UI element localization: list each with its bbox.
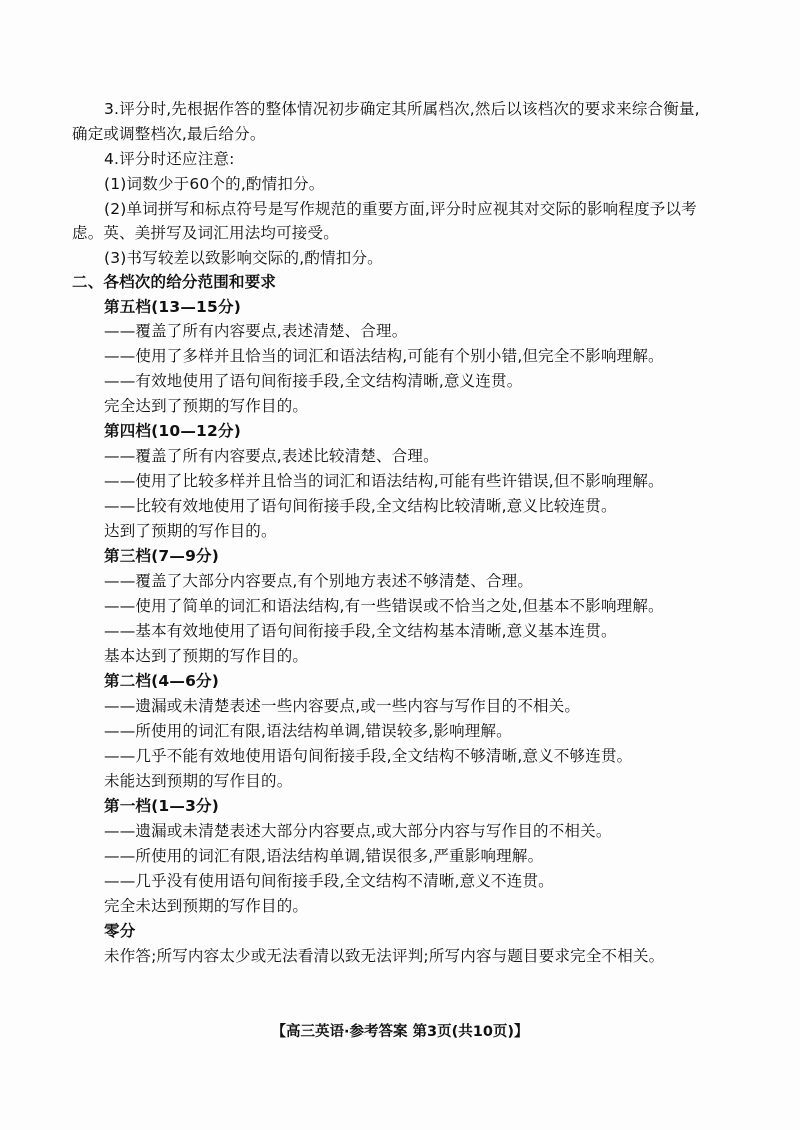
page-footer: 【高三英语·参考答案 第3页(共10页)】: [271, 1024, 529, 1040]
level-heading: 零分: [104, 922, 136, 940]
level-heading: 第三档(7—9分): [104, 547, 220, 565]
criterion-line: ——几乎没有使用语句间衔接手段,全文结构不清晰,意义不连贯。: [104, 872, 554, 890]
criterion-line: ——覆盖了所有内容要点,表述比较清楚、合理。: [104, 447, 439, 465]
criterion-line: ——覆盖了大部分内容要点,有个别地方表述不够清楚、合理。: [104, 572, 534, 590]
criterion-line: ——遗漏或未清楚表述大部分内容要点,或大部分内容与写作目的不相关。: [104, 822, 612, 840]
text-line: (1)词数少于60个的,酌情扣分。: [104, 175, 325, 193]
text-line: 完全达到了预期的写作目的。: [104, 397, 309, 415]
criterion-line: ——遗漏或未清楚表述一些内容要点,或一些内容与写作目的不相关。: [104, 697, 581, 715]
section-heading: 二、各档次的给分范围和要求: [72, 273, 277, 291]
level-heading: 第五档(13—15分): [104, 298, 242, 316]
text-line: 虑。英、美拼写及词汇用法均可接受。: [72, 224, 339, 242]
text-line: 达到了预期的写作目的。: [104, 522, 277, 540]
text-line: 3.评分时,先根据作答的整体情况初步确定其所属档次,然后以该档次的要求来综合衡量,: [104, 100, 700, 118]
level-heading: 第一档(1—3分): [104, 797, 220, 815]
criterion-line: ——使用了多样并且恰当的词汇和语法结构,可能有个别小错,但完全不影响理解。: [104, 347, 664, 365]
text-line: 确定或调整档次,最后给分。: [72, 125, 266, 143]
criterion-line: ——所使用的词汇有限,语法结构单调,错误很多,严重影响理解。: [104, 847, 544, 865]
criterion-line: ——使用了比较多样并且恰当的词汇和语法结构,可能有些许错误,但不影响理解。: [104, 472, 664, 490]
criterion-line: ——使用了简单的词汇和语法结构,有一些错误或不恰当之处,但基本不影响理解。: [104, 597, 664, 615]
text-line: 未能达到预期的写作目的。: [104, 772, 293, 790]
criterion-line: ——覆盖了所有内容要点,表述清楚、合理。: [104, 322, 408, 340]
criterion-line: ——所使用的词汇有限,语法结构单调,错误较多,影响理解。: [104, 722, 512, 740]
text-line: 未作答;所写内容太少或无法看清以致无法评判;所写内容与题目要求完全不相关。: [104, 947, 665, 965]
text-line: 完全未达到预期的写作目的。: [104, 897, 309, 915]
level-heading: 第四档(10—12分): [104, 422, 242, 440]
criterion-line: ——比较有效地使用了语句间衔接手段,全文结构比较清晰,意义比较连贯。: [104, 497, 617, 515]
text-line: (2)单词拼写和标点符号是写作规范的重要方面,评分时应视其对交际的影响程度予以考: [104, 200, 697, 218]
text-line: 4.评分时还应注意:: [104, 150, 235, 168]
criterion-line: ——有效地使用了语句间衔接手段,全文结构清晰,意义连贯。: [104, 372, 523, 390]
criterion-line: ——几乎不能有效地使用语句间衔接手段,全文结构不够清晰,意义不够连贯。: [104, 747, 633, 765]
text-line: 基本达到了预期的写作目的。: [104, 647, 309, 665]
text-line: (3)书写较差以致影响交际的,酌情扣分。: [104, 249, 383, 267]
level-heading: 第二档(4—6分): [104, 672, 220, 690]
criterion-line: ——基本有效地使用了语句间衔接手段,全文结构基本清晰,意义基本连贯。: [104, 622, 617, 640]
